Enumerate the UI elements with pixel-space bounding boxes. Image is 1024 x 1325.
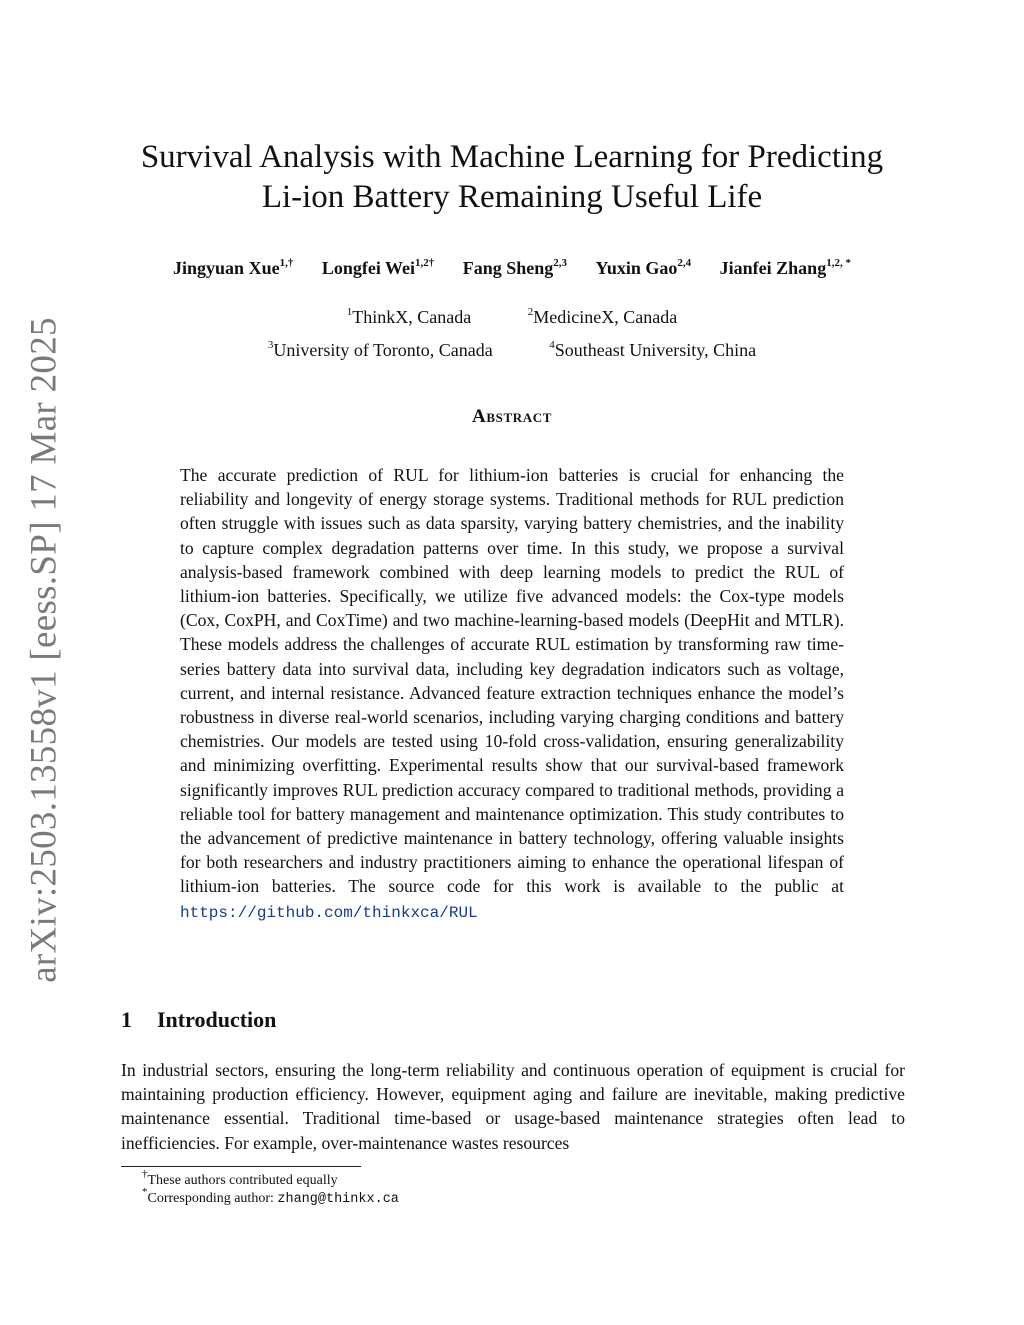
author: Longfei Wei$^{1,2\dagger}$: [321, 257, 435, 278]
title-line-1: Survival Analysis with Machine Learning for Predicting: [140, 139, 884, 175]
affiliation-row: [0, 340, 1024, 361]
footnote-divider: [121, 1166, 361, 1167]
author: Fang Sheng$^{2,3}$: [462, 257, 568, 278]
footnote-equal-contribution: †These authors contributed equally: [142, 1168, 338, 1188]
section-title: Introduction: [157, 1007, 277, 1032]
affiliation: $^4$Southeast University, China: [549, 339, 757, 360]
affiliation: $^1$ThinkX, Canada: [346, 306, 472, 327]
corresponding-email[interactable]: zhang@thinkx.ca: [277, 1192, 399, 1207]
abstract-heading: Abstract: [472, 406, 552, 427]
author: Yuxin Gao$^{2,4}$: [595, 257, 692, 278]
author: Jingyuan Xue$^{1,\dagger}$: [173, 257, 294, 278]
section-number: 1: [121, 1007, 132, 1032]
arxiv-stamp: arXiv:2503.13558v1 [eess.SP] 17 Mar 2025: [23, 317, 65, 983]
affiliation-row: [0, 307, 1024, 328]
source-code-link[interactable]: https://github.com/thinkxca/RUL: [180, 903, 478, 922]
abstract-body: [180, 463, 844, 925]
affiliation: $^3$University of Toronto, Canada: [267, 339, 493, 360]
introduction-paragraph: In industrial sectors, ensuring the long-term reliability and continuous operation of equipment is crucial for maintaining production efficiency. However, equipment aging and failure are inevitable, making predictive maintenance essential. Traditional time-based or usage-based maintenance strategies often lead to inefficiencies. For example, over-maintenance wastes resources: [121, 1060, 905, 1153]
author-list: [0, 258, 1024, 279]
author: Jianfei Zhang$^{1,2, *}$: [719, 257, 851, 278]
section-heading: [121, 1007, 276, 1033]
footnotes: [142, 1168, 399, 1209]
footnote-corresponding-author: *Corresponding author: zhang@thinkx.ca: [142, 1186, 399, 1207]
paper-title: [0, 137, 1024, 217]
affiliation: $^2$MedicineX, Canada: [527, 306, 678, 327]
title-line-2: Li-ion Battery Remaining Useful Life: [261, 179, 763, 215]
abstract-text: The accurate prediction of RUL for lithium-ion batteries is crucial for enhancing the reliability and longevity of energy storage systems. Traditional methods for RUL prediction often struggle with issues such as data sparsity, varying battery chemistries, and the inability to capture complex degradation patterns over time. In this study, we propose a survival analysis-based framework combined with deep learning models to predict the RUL of lithium-ion batteries. Specifically, we utilize five advanced models: the Cox-type models (Cox, CoxPH, and CoxTime) and two machine-learning-based models (DeepHit and MTLR). These models address the challenges of accurate RUL estimation by transforming raw time-series battery data into survival data, including key degradation indicators such as voltage, current, and internal resistance. Advanced feature extraction techniques enhance the model’s robustness in diverse real-world scenarios, including varying charging conditions and battery chemistries. Our models are tested using 10-fold cross-validation, ensuring generalizability and minimizing overfitting. Experimental results show that our survival-based framework significantly improves RUL prediction accuracy compared to traditional methods, providing a reliable tool for battery management and maintenance optimization. This study contributes to the advancement of predictive maintenance in battery technology, offering valuable insights for both researchers and industry practitioners aiming to enhance the operational lifespan of lithium-ion batteries. The source code for this work is available to the public at: [180, 465, 844, 897]
